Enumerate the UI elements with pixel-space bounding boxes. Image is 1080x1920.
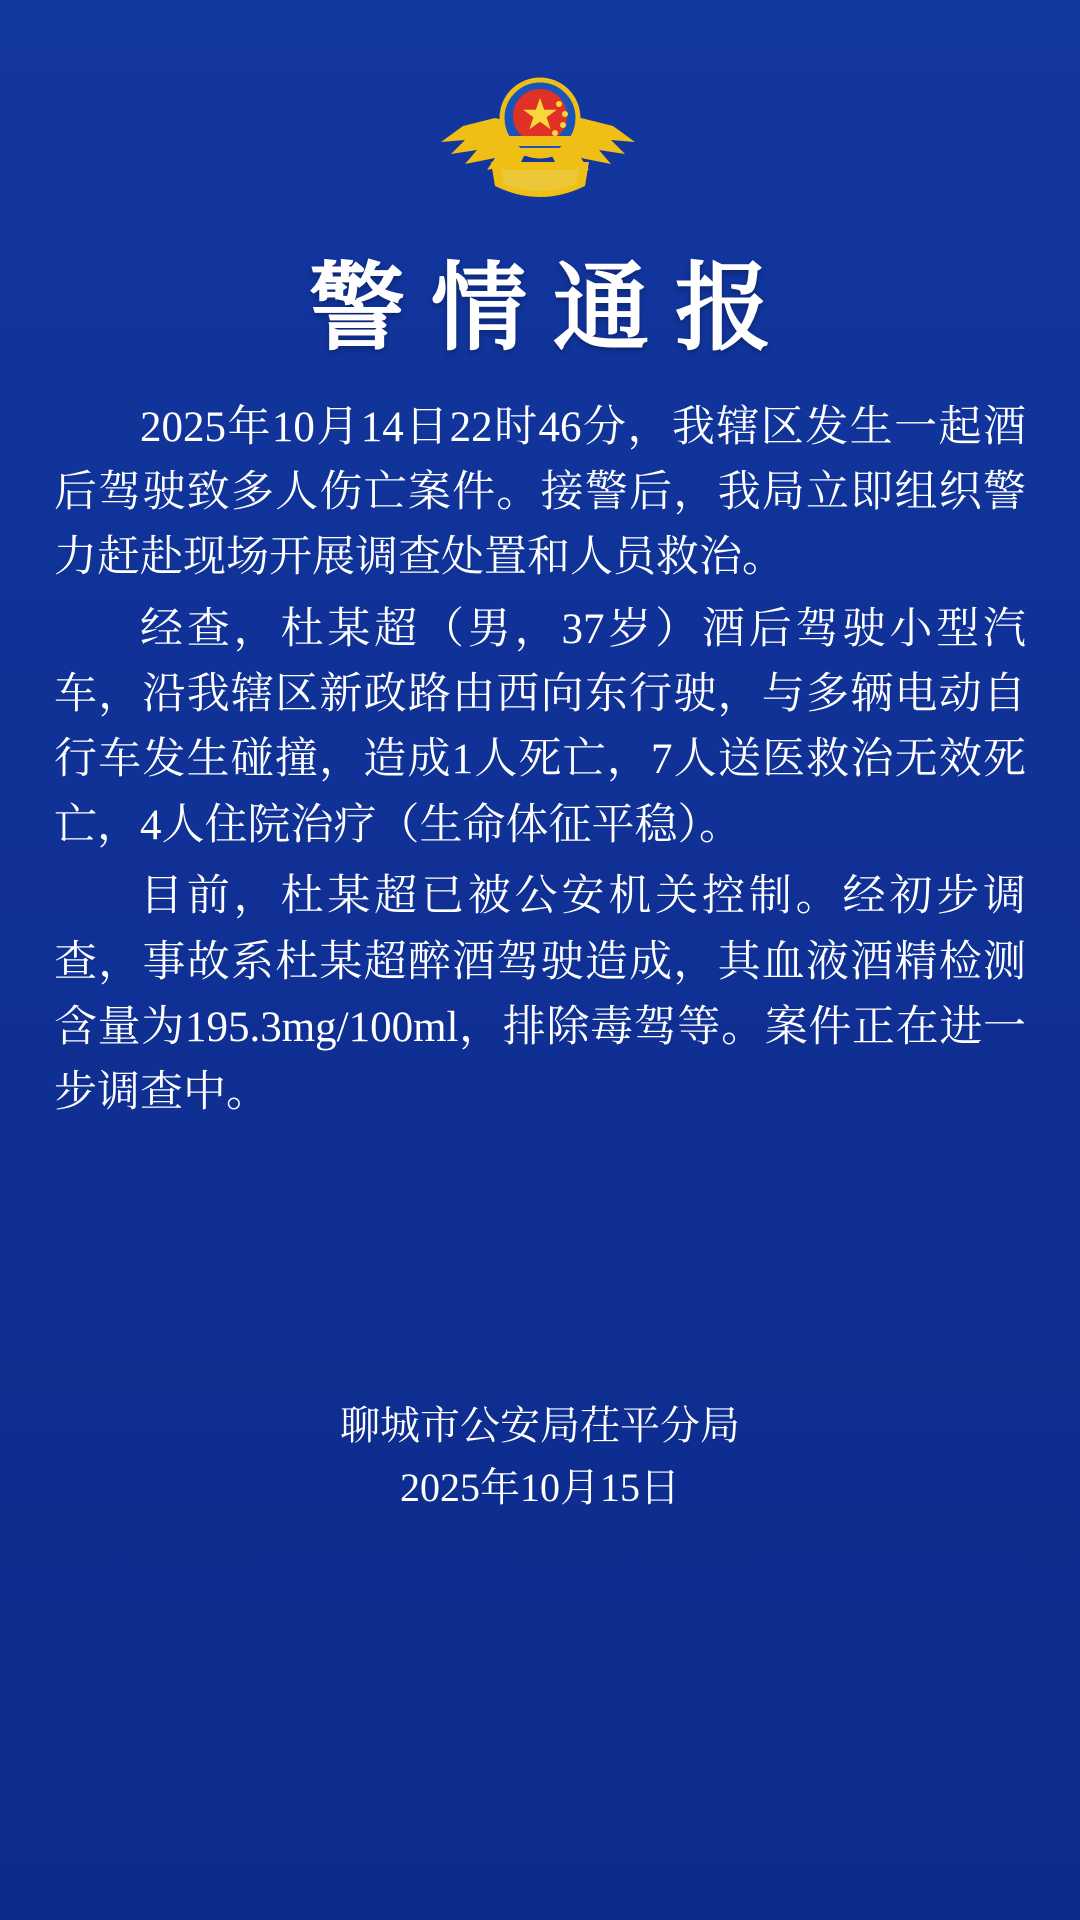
- signature-block: [0, 1395, 1080, 1519]
- issue-date: 2025年10月15日: [400, 1465, 680, 1510]
- china-police-badge-icon: [435, 66, 645, 231]
- notice-paragraph-2: 经查，杜某超（男，37岁）酒后驾驶小型汽车，沿我辖区新政路由西向东行驶，与多辆电动自行车发生碰撞，造成1人死亡，7人送医救治无效死亡，4人住院治疗（生命体征平稳）。: [54, 605, 1026, 849]
- page-title: 警情通报: [309, 255, 797, 362]
- notice-paragraph-3: 目前，杜某超已被公安机关控制。经初步调查，事故系杜某超醉酒驾驶造成，其血液酒精检测含量为195.3mg/100ml，排除毒驾等。案件正在进一步调查中。: [54, 873, 1026, 1117]
- notice-body: [38, 395, 1042, 1126]
- emblem-container: [38, 0, 1042, 231]
- notice-paragraph-1: 2025年10月14日22时46分，我辖区发生一起酒后驾驶致多人伤亡案件。接警后，我局立即组织警力赶赴现场开展调查处置和人员救治。: [54, 403, 1026, 582]
- issuing-organization: 聊城市公安局茌平分局: [340, 1403, 740, 1448]
